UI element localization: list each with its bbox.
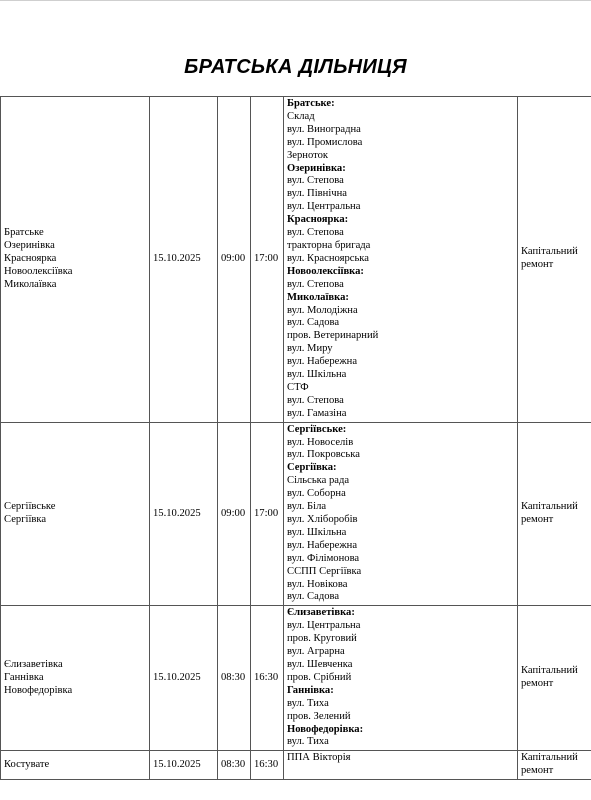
end-time-cell: 17:00 — [251, 97, 284, 423]
end-time-cell: 16:30 — [251, 751, 284, 780]
address-group-heading: Новофедорівка: — [287, 723, 364, 735]
localities-cell — [1, 422, 150, 606]
address-item: пров. Срібний — [287, 671, 352, 683]
address-item: вул. Степова — [287, 394, 344, 406]
table-row — [1, 606, 591, 751]
work-type-text: Капітальний — [521, 665, 578, 677]
top-divider — [0, 0, 591, 1]
work-type-cell — [518, 606, 591, 751]
address-item: вул. Красноярська — [287, 252, 369, 264]
address-item: вул. Набережна — [287, 356, 358, 368]
address-item: вул. Садова — [287, 591, 340, 603]
work-type-text: ремонт — [521, 765, 554, 777]
work-type-cell — [518, 422, 591, 606]
address-group-heading: Новоолексіївка: — [287, 265, 364, 277]
locality-name: Ганнівка — [4, 671, 44, 683]
address-item: вул. Молодіжна — [287, 304, 358, 316]
table-row — [1, 422, 591, 606]
address-item: вул. Тиха — [287, 736, 329, 748]
localities-cell — [1, 97, 150, 423]
address-item: вул. Миру — [287, 343, 333, 355]
start-time-cell: 09:00 — [218, 97, 251, 423]
address-item: вул. Соборна — [287, 488, 346, 500]
date-cell: 15.10.2025 — [150, 606, 218, 751]
locality-name: Сергіївське — [4, 501, 56, 513]
locality-name: Новоолексіївка — [4, 265, 73, 277]
address-item: вул. Біла — [287, 501, 327, 513]
work-type-text: Капітальний — [521, 246, 578, 258]
address-item: вул. Шкільна — [287, 526, 347, 538]
address-item: вул. Центральна — [287, 620, 361, 632]
addresses-cell — [284, 751, 518, 780]
table-row — [1, 751, 591, 780]
outage-schedule-table — [0, 96, 591, 780]
page-title: БРАТСЬКА ДІЛЬНИЦЯ — [184, 56, 407, 78]
address-group-heading: Братське: — [287, 98, 335, 109]
address-group-heading: Красноярка: — [287, 214, 349, 226]
address-item: вул. Хліборобів — [287, 514, 358, 525]
locality-name: Миколаївка — [4, 278, 57, 290]
table-row — [1, 97, 591, 423]
address-item: пров. Ветеринарний — [287, 330, 379, 342]
address-item: вул. Новікова — [287, 578, 348, 590]
address-item: вул. Виноградна — [287, 123, 361, 135]
address-item: тракторна бригада — [287, 239, 371, 251]
address-group-heading: Миколаївка: — [287, 291, 349, 303]
address-item: вул. Тиха — [287, 697, 329, 709]
end-time-cell: 17:00 — [251, 422, 284, 606]
localities-cell — [1, 751, 150, 780]
table-body — [1, 97, 591, 780]
address-item: вул. Степова — [287, 175, 344, 187]
locality-name: Костувате — [4, 758, 50, 770]
address-item: Склад — [287, 110, 315, 122]
address-group-heading: Ганнівка: — [287, 684, 334, 696]
address-item: вул. Шевченка — [287, 658, 353, 670]
locality-name: Новофедорівка — [4, 684, 73, 696]
address-item: СТФ — [287, 381, 309, 393]
localities-cell — [1, 606, 150, 751]
work-type-cell — [518, 751, 591, 780]
start-time-cell: 08:30 — [218, 606, 251, 751]
address-item: вул. Набережна — [287, 539, 358, 551]
start-time-cell: 08:30 — [218, 751, 251, 780]
address-item: вул. Центральна — [287, 201, 361, 213]
address-item: пров. Зелений — [287, 710, 351, 722]
address-item: вул. Гамазіна — [287, 407, 347, 419]
address-item: пров. Круговий — [287, 633, 357, 645]
address-item: ППА Вікторія — [287, 752, 351, 764]
addresses-cell — [284, 606, 518, 751]
address-item: вул. Промислова — [287, 136, 363, 148]
work-type-text: ремонт — [521, 678, 554, 690]
address-item: ССПП Сергіївка — [287, 565, 362, 577]
work-type-text: Капітальний — [521, 501, 578, 513]
addresses-cell — [284, 422, 518, 606]
address-group-heading: Сергіївське: — [287, 423, 347, 435]
address-item: вул. Новоселів — [287, 436, 354, 448]
locality-name: Озеринівка — [4, 239, 55, 251]
address-item: Зерноток — [287, 149, 329, 161]
locality-name: Братське — [4, 227, 44, 239]
locality-name: Єлизаветівка — [4, 658, 63, 670]
address-item: вул. Покровська — [287, 449, 360, 461]
work-type-cell — [518, 97, 591, 423]
address-item: вул. Степова — [287, 227, 344, 239]
start-time-cell: 09:00 — [218, 422, 251, 606]
work-type-text: ремонт — [521, 259, 554, 271]
date-cell: 15.10.2025 — [150, 422, 218, 606]
address-item: вул. Шкільна — [287, 369, 347, 381]
address-item: вул. Степова — [287, 278, 344, 290]
addresses-cell — [284, 97, 518, 423]
address-group-heading: Озеринівка: — [287, 162, 346, 174]
address-item: вул. Садова — [287, 317, 340, 329]
date-cell: 15.10.2025 — [150, 751, 218, 780]
date-cell: 15.10.2025 — [150, 97, 218, 423]
locality-name: Красноярка — [4, 252, 57, 264]
address-item: вул. Північна — [287, 188, 347, 200]
locality-name: Сергіївка — [4, 514, 47, 525]
end-time-cell: 16:30 — [251, 606, 284, 751]
work-type-text: Капітальний — [521, 752, 578, 764]
address-item: Сільська рада — [287, 475, 350, 487]
address-item: вул. Аграрна — [287, 646, 345, 658]
address-group-heading: Сергіївка: — [287, 462, 337, 474]
address-group-heading: Єлизаветівка: — [287, 607, 355, 619]
work-type-text: ремонт — [521, 514, 554, 525]
address-item: вул. Філімонова — [287, 552, 360, 564]
